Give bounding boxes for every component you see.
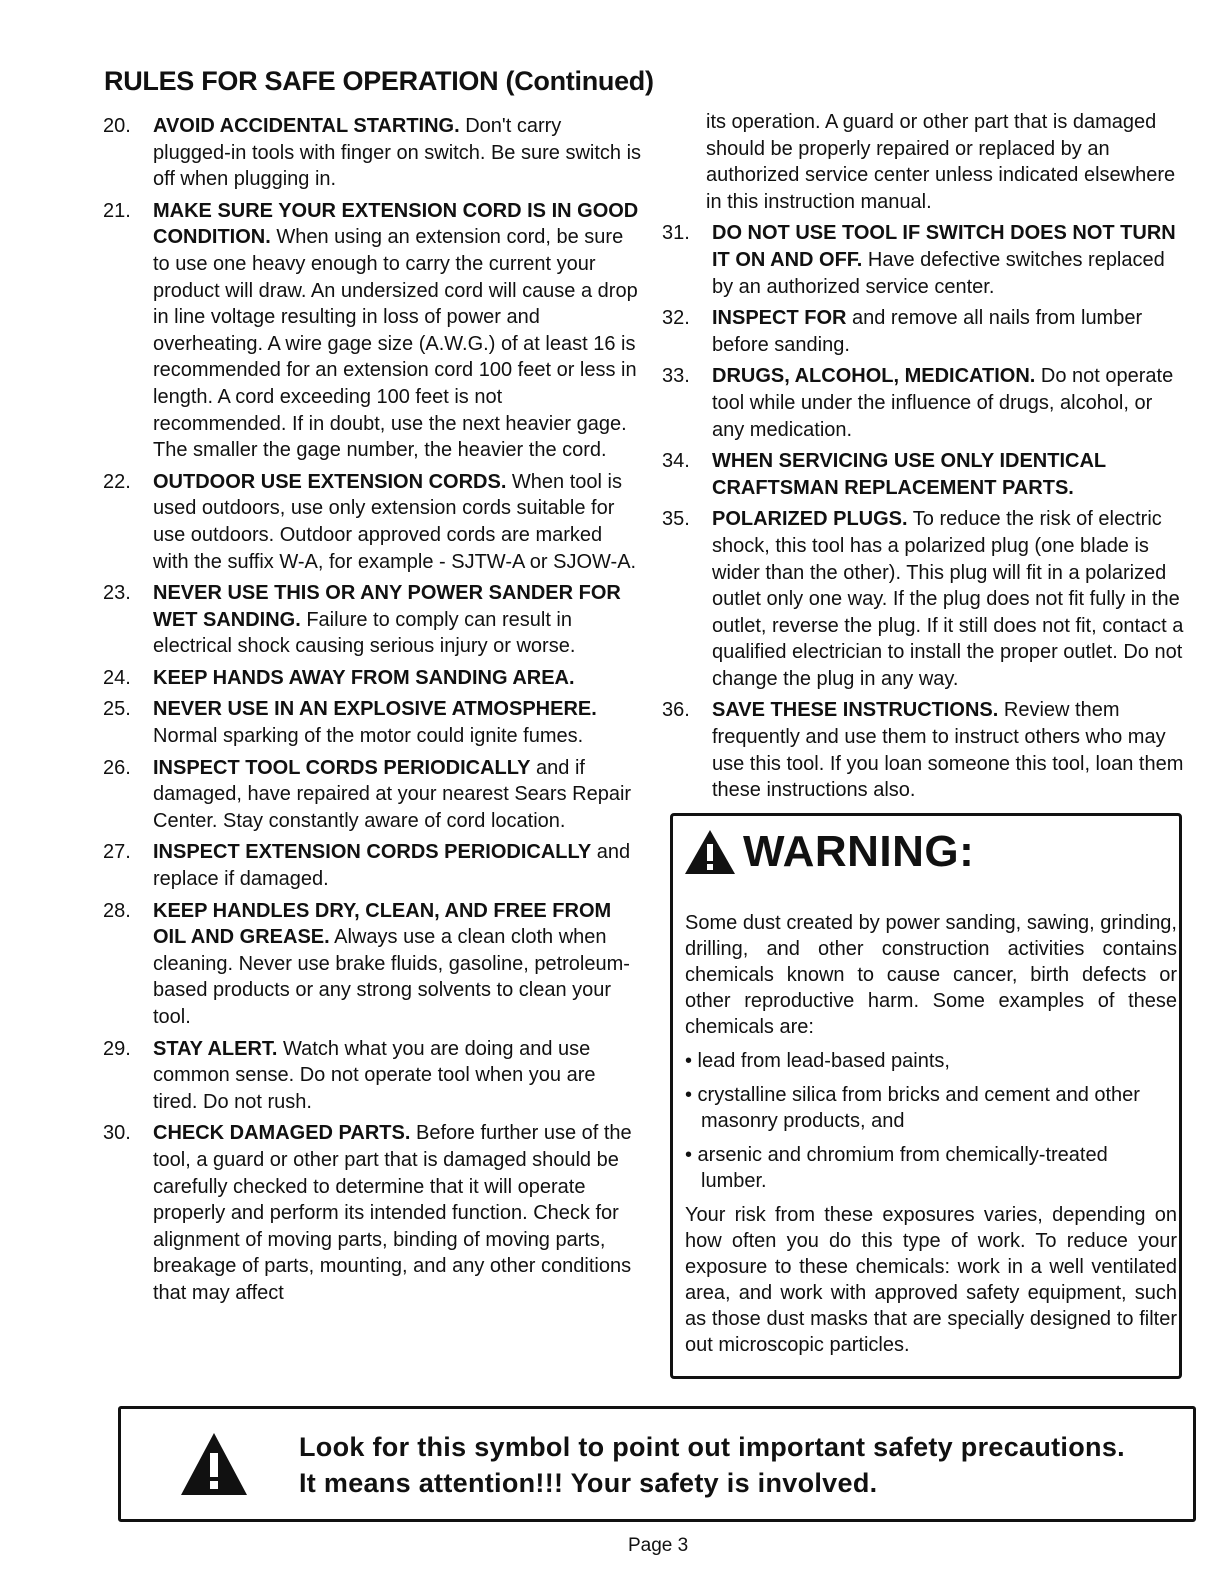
- warning-bullet: • crystalline silica from bricks and cement and other masonry products, and: [685, 1084, 1140, 1132]
- rule-number: 21.: [103, 199, 131, 222]
- rule-title: INSPECT TOOL CORDS PERIODICALLY: [153, 756, 531, 779]
- rule-body: Watch what you are doing and use common sense. Do not operate tool when you are tired. Do not rush.: [153, 1037, 596, 1113]
- warning-intro: Some dust created by power sanding, sawing, grinding, drilling, and other construction activities contains chemicals known to cause cancer, birth defects or other reproductive harm. Some examples of these chemicals are:: [685, 912, 1177, 1038]
- rule-title: POLARIZED PLUGS.: [712, 508, 908, 531]
- rule-body: To reduce the risk of electric shock, this tool has a polarized plug (one blade is wider than the other). This plug will fit in a polarized outlet only one way. If the plug does not fit fully in the outlet, reverse the plug. If it still does not fit, contact a qualified electrician to install the proper outlet. Do not change the plug in any way.: [712, 508, 1184, 690]
- rule-body: Before further use of the tool, a guard or other part that is damaged should be carefully checked to determine that it will operate properly and perform its intended function. Check for alignment of moving parts, binding of moving parts, breakage of parts, mounting, and any other conditions that may affect: [153, 1122, 632, 1304]
- safety-symbol-notice: [118, 1406, 1196, 1522]
- warning-bullet: • lead from lead-based paints,: [685, 1050, 950, 1072]
- warning-triangle-icon: [683, 828, 737, 876]
- rule-number: 24.: [103, 666, 131, 689]
- warning-header: [683, 828, 974, 876]
- rule-body: Do not operate tool while under the influence of drugs, alcohol, or any medication.: [712, 365, 1174, 441]
- warning-body: [685, 910, 1177, 1366]
- rule-number: 23.: [103, 582, 131, 605]
- rule-number: 25.: [103, 698, 131, 721]
- rule-21: [103, 198, 641, 464]
- rule-title: MAKE SURE YOUR EXTENSION CORD IS IN GOOD CONDITION.: [153, 199, 639, 249]
- rule-title: DRUGS, ALCOHOL, MEDICATION.: [712, 365, 1036, 388]
- rule-27: [103, 839, 641, 892]
- rule-title: DO NOT USE TOOL IF SWITCH DOES NOT TURN IT ON AND OFF.: [712, 222, 1176, 271]
- rule-title: CHECK DAMAGED PARTS.: [153, 1122, 411, 1145]
- rule-35: [662, 506, 1184, 692]
- right-column: [662, 109, 1184, 809]
- warning-title: WARNING:: [743, 827, 975, 876]
- rule-28: [103, 898, 641, 1031]
- rule-number: 26.: [103, 756, 131, 779]
- notice-line-2: It means attention!!! Your safety is involved.: [299, 1468, 878, 1498]
- page-heading: RULES FOR SAFE OPERATION (Continued): [104, 66, 654, 96]
- rule-number: 32.: [662, 307, 690, 330]
- rule-body: Have defective switches replaced by an authorized service center.: [712, 248, 1165, 298]
- rule-24: [103, 665, 641, 692]
- rule-36: [662, 697, 1184, 803]
- rule-body: Don't carry plugged-in tools with finger on switch. Be sure switch is off when plugging in.: [153, 115, 642, 191]
- rule-body: Normal sparking of the motor could ignite fumes.: [153, 725, 584, 748]
- rule-number: 22.: [103, 470, 131, 493]
- rule-title: KEEP HANDLES DRY, CLEAN, AND FREE FROM OIL AND GREASE.: [153, 899, 612, 949]
- warning-bullet: • arsenic and chromium from chemically-treated lumber.: [685, 1144, 1108, 1192]
- rule-body: and remove all nails from lumber before sanding.: [712, 307, 1143, 356]
- rule-title: KEEP HANDS AWAY FROM SANDING AREA.: [153, 666, 575, 689]
- rule-number: 34.: [662, 450, 690, 473]
- rule-29: [103, 1036, 641, 1116]
- rule-20: [103, 113, 641, 193]
- rule-33: [662, 363, 1184, 443]
- rule-25: [103, 696, 641, 749]
- rule-26: [103, 755, 641, 835]
- rule-body: Always use a clean cloth when cleaning. Never use brake fluids, gasoline, petroleum-based products or any strong solvents to clean your tool.: [153, 926, 630, 1028]
- rule-title: STAY ALERT.: [153, 1037, 278, 1060]
- left-column: [103, 113, 641, 1312]
- rule-number: 30.: [103, 1122, 131, 1145]
- rule-number: 28.: [103, 899, 131, 922]
- rule-body: and replace if damaged.: [153, 841, 631, 891]
- rule-31: [662, 220, 1184, 300]
- warning-box: [670, 813, 1182, 1379]
- rule-title: NEVER USE IN AN EXPLOSIVE ATMOSPHERE.: [153, 698, 597, 721]
- rule-22: [103, 469, 641, 575]
- rule-number: 33.: [662, 365, 690, 388]
- rule-23: [103, 580, 641, 660]
- warning-closing: Your risk from these exposures varies, depending on how often you do this type of work. To reduce your exposure to these chemicals: work in a well ventilated area, and work with approved safety equipment, such as those dust masks that are specially designed to filter out microscopic particles.: [685, 1204, 1177, 1356]
- rule-body: When tool is used outdoors, use only extension cords suitable for use outdoors. Outdoor approved cords are marked with the suffix W-A, for example - SJTW-A or SJOW-A.: [153, 470, 637, 573]
- rule-body: When using an extension cord, be sure to use one heavy enough to carry the current your product will draw. An undersized cord will cause a drop in line voltage resulting in loss of power and overheating. A wire gage size (A.W.G.) of at least 16 is recommended for an extension cord 100 feet or less in length. A cord exceeding 100 feet is not recommended. If in doubt, use the next heavier gage. The smaller the gage number, the heavier the cord.: [153, 226, 638, 462]
- rule-body: and if damaged, have repaired at your nearest Sears Repair Center. Stay constantly aware of cord location.: [153, 756, 632, 832]
- rule-number: 31.: [662, 222, 690, 245]
- rule-number: 36.: [662, 699, 690, 722]
- rule-number: 27.: [103, 841, 131, 864]
- rule-title: OUTDOOR USE EXTENSION CORDS.: [153, 470, 507, 493]
- rule-30-continuation: its operation. A guard or other part that is damaged should be properly repaired or replaced by an authorized service center unless indicated elsewhere in this instruction manual.: [706, 111, 1176, 213]
- rule-title: INSPECT FOR: [712, 307, 847, 330]
- rule-30: [103, 1120, 641, 1306]
- rule-body: Review them frequently and use them to instruct others who may use this tool. If you loan someone this tool, loan them these instructions also.: [712, 699, 1184, 802]
- rule-34: [662, 448, 1184, 501]
- rule-32: [662, 305, 1184, 358]
- rule-number: 29.: [103, 1037, 131, 1060]
- rule-number: 35.: [662, 508, 690, 531]
- rule-number: 20.: [103, 115, 131, 137]
- rule-title: AVOID ACCIDENTAL STARTING.: [153, 115, 460, 137]
- notice-line-1: Look for this symbol to point out important safety precautions.: [299, 1432, 1125, 1462]
- rule-title: SAVE THESE INSTRUCTIONS.: [712, 699, 999, 722]
- warning-triangle-icon: [179, 1429, 249, 1499]
- rule-title: INSPECT EXTENSION CORDS PERIODICALLY: [153, 841, 592, 864]
- rule-title: NEVER USE THIS OR ANY POWER SANDER FOR WET SANDING.: [153, 582, 621, 631]
- rule-title: WHEN SERVICING USE ONLY IDENTICAL CRAFTSMAN REPLACEMENT PARTS.: [712, 450, 1106, 499]
- page-number: Page 3: [628, 1535, 689, 1556]
- rule-body: Failure to comply can result in electrical shock causing serious injury or worse.: [153, 608, 576, 658]
